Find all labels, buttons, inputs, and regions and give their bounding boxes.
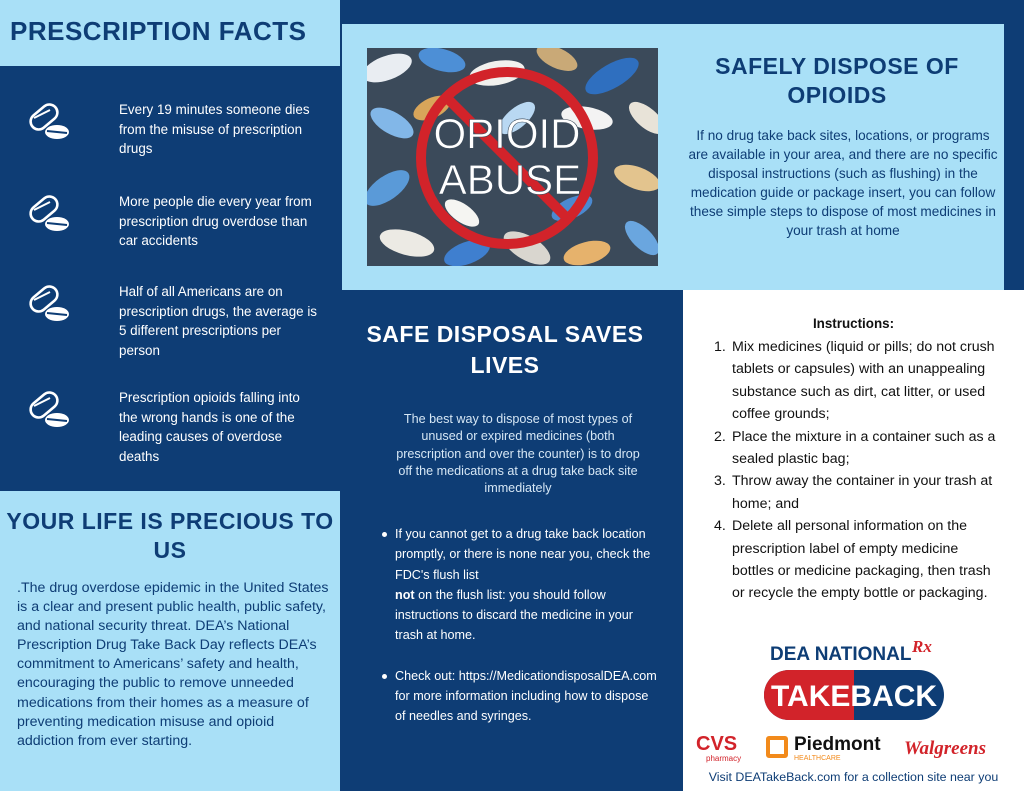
walgreens-logo: Walgreens	[904, 738, 986, 759]
bullet-item	[378, 666, 660, 727]
fact-item	[0, 388, 340, 468]
instructions-title: Instructions:	[812, 316, 895, 331]
pills-icon	[26, 192, 72, 238]
piedmont-icon	[766, 736, 788, 758]
step-text: Throw away the container in your trash at home; and	[732, 473, 993, 512]
fact-text: More people die every year from prescription drug overdose than car accidents	[119, 194, 312, 249]
flush-list-link[interactable]: check the FDC's flush list	[395, 547, 651, 582]
fact-text: Half of all Americans are on prescription drugs, the average is 5 different prescriptions per person	[119, 284, 317, 358]
bullet-dot	[382, 532, 387, 537]
best-way-text: The best way to dispose of most types of unused or expired medicines (both prescription and over the counter) is to drop off the medications at a drug take back site immediately	[396, 412, 640, 496]
fact-item	[0, 282, 340, 362]
step-number: 3.	[714, 473, 726, 490]
instruction-step	[714, 426, 1002, 471]
dea-takeback-logo	[760, 632, 950, 732]
step-text: Mix medicines (liquid or pills; do not crush tablets or capsules) with an unappealing substance such as dirt, cat litter, or used coffee grounds;	[732, 339, 995, 423]
piedmont-logo: Piedmont HEALTHCARE	[794, 734, 881, 762]
instruction-step	[714, 470, 1002, 515]
instruction-step	[714, 515, 1002, 605]
pills-icon	[26, 388, 72, 434]
logo-rx: Rx	[912, 637, 932, 656]
bullet-item	[378, 524, 660, 585]
photo-text-line2: ABUSE	[438, 156, 582, 203]
bullet-continuation	[378, 585, 660, 646]
life-title: YOUR LIFE IS PRECIOUS TO US	[6, 508, 334, 563]
fact-text: Prescription opioids falling into the wrong hands is one of the leading causes of overdose deaths	[119, 390, 300, 464]
logo-line1: DEA NATIONAL	[770, 644, 912, 665]
cvs-logo: CVS pharmacy	[696, 733, 742, 763]
instruction-steps	[714, 336, 1002, 605]
fact-item	[0, 192, 340, 272]
pills-icon	[26, 282, 72, 328]
life-panel	[0, 491, 340, 791]
bullet-text: Check out: https://MedicationdisposalDEA.com for more information including how to dispose of needles and syringes.	[395, 668, 657, 724]
step-number: 1.	[714, 339, 726, 355]
bullet-text: If you cannot get to a drug take back location promptly, or there is none near you,	[395, 527, 646, 562]
fact-item	[0, 100, 340, 180]
step-number: 2.	[714, 428, 726, 445]
opioid-abuse-photo	[367, 48, 658, 266]
bullet-text: on the flush list: you should follow instructions to discard the medicine in your trash at home.	[395, 587, 633, 643]
disposal-bullets	[378, 524, 660, 727]
fact-text: Every 19 minutes someone dies from the misuse of prescription drugs	[119, 102, 310, 157]
dispose-title: SAFELY DISPOSE OF OPIOIDS	[715, 53, 959, 108]
partner-logos	[696, 734, 1016, 768]
dispose-body: If no drug take back sites, locations, or programs are available in your area, and there are no specific disposal instructions (such as flushing) in the medication guide or package insert, you can follow these simple steps to dispose of most medicines in your trash at home	[688, 128, 998, 239]
saves-title: SAFE DISPOSAL SAVES LIVES	[366, 321, 644, 378]
photo-text-line1: OPIOID	[433, 110, 581, 157]
facts-panel	[0, 66, 340, 491]
life-body: .The drug overdose epidemic in the United States is a clear and present public health, public safety, and national security threat. DEA’s National Prescription Drug Take Back Day reflects DEA’s commitment to Americans’ safety and health, encouraging the public to remove unneeded medications from their homes as a measure of preventing medication misuse and opioid addiction from ever starting.	[17, 580, 329, 749]
instruction-step	[714, 336, 1002, 426]
facts-title: PRESCRIPTION FACTS	[10, 16, 307, 46]
bullet-lead: not	[395, 587, 415, 602]
visit-text: Visit DEATakeBack.com for a collection site near you	[708, 770, 999, 784]
bullet-dot	[382, 674, 387, 679]
step-number: 4.	[714, 518, 726, 535]
pills-icon	[26, 100, 72, 146]
step-text: Place the mixture in a container such as a sealed plastic bag;	[732, 428, 996, 468]
facts-header	[0, 0, 340, 66]
step-text: Delete all personal information on the prescription label of empty medicine bottles or medicine packaging, then trash or recycle the empty bottle or packaging.	[732, 518, 991, 602]
logo-line2: TAKEBACK	[770, 680, 938, 713]
